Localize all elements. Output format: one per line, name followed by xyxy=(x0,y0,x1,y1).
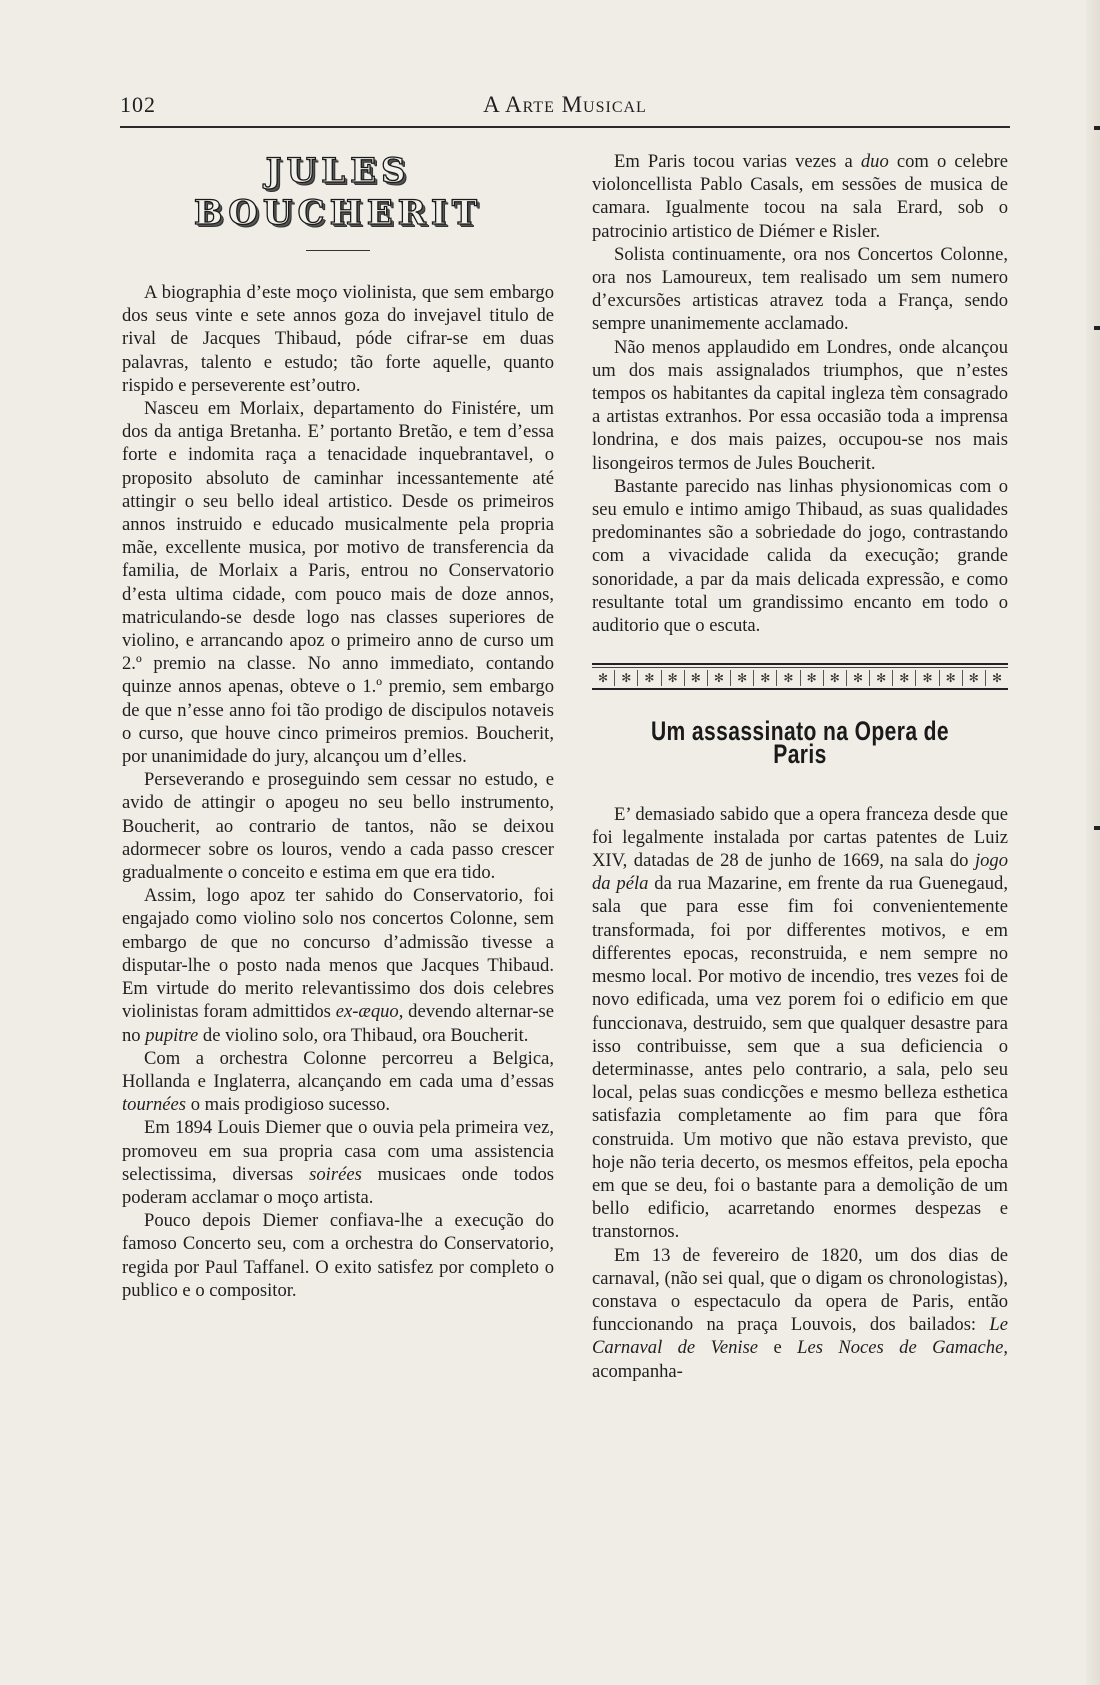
text: Com a orchestra Colonne percorreu a Belgica, Hollanda e Inglaterra, alcançando em cada uma d’essas xyxy=(122,1047,554,1092)
italic-text: soirées xyxy=(309,1163,362,1185)
text: o mais prodigioso sucesso. xyxy=(186,1094,391,1116)
text: Em Paris tocou varias vezes a xyxy=(614,151,861,172)
asterisk-icon: ✻ xyxy=(708,670,731,686)
asterisk-icon: ✻ xyxy=(801,670,824,686)
text: com o celebre violoncellista Pablo Casals, em sessões de musica de camara. Igualmente tocou na sala Erard, sob o patrocinio artistico de Diémer e Risler. xyxy=(592,151,1008,242)
left-column xyxy=(122,150,554,1302)
italic-text: ex-æquo xyxy=(335,1001,399,1023)
paragraph: Solista continuamente, ora nos Concertos Colonne, ora nos Lamoureux, tem realisado um sem numero d’excursões artisticas atravez toda a França, sendo sempre unanimemente acclamado. xyxy=(592,243,1008,335)
page-header xyxy=(120,92,1010,122)
divider-rule xyxy=(592,663,1008,665)
paragraph: Nasceu em Morlaix, departamento do Finistére, um dos da antiga Bretanha. E’ portanto Bretão, e tem d’essa forte e indomita raça a tenacidade inquebrantavel, o proposito absoluto de caminhar incessantemente até attingir o seu bello ideal artistico. Desde os primeiros annos instruido e educado musicalmente pela propria mãe, excellente musica, por motivo de transferencia da familia, de Morlaix a Paris, entrou no Conservatorio d’esta ultima cidade, com pouco mais de doze annos, matriculando-se desde logo nas classes superiores de violino, e arrancando apoz o primeiro anno de curso um 2.º premio na classe. No anno immediato, contando quinze annos apenas, obteve o 1.º premio, sem embargo de que n’esse anno foi tão prodigo de discipulos notaveis o curso, que houve cinco primeiros premios. Boucherit, por unanimidade do jury, alcançou um d’elles. xyxy=(122,398,554,768)
asterisk-icon: ✻ xyxy=(991,671,1003,686)
text: de violino solo, ora Thibaud, ora Boucherit. xyxy=(198,1024,529,1046)
asterisk-icon: ✻ xyxy=(662,670,685,686)
article-title-jules-boucherit: JULES BOUCHERIT xyxy=(193,151,483,233)
text: musicaes onde todos poderam acclamar o moço artista. xyxy=(122,1163,554,1208)
article-title-assassinato: Um assassinato na Opera de Paris xyxy=(650,716,950,770)
italic-text: duo xyxy=(860,151,889,172)
text: Em 13 de fevereiro de 1820, um dos dias de carnaval, (não sei qual, que o digam os chronologistas), constava o espectaculo da opera de Paris, então funccionando na praça Louvois, dos bailados: xyxy=(592,1244,1008,1336)
running-title: A Arte Musical xyxy=(483,92,647,117)
paragraph xyxy=(592,803,1008,1244)
text: e xyxy=(758,1337,798,1359)
italic-text: pupitre xyxy=(145,1024,199,1046)
text: E’ demasiado sabido que a opera franceza desde que foi legalmente instalada por cartas patentes de Luiz XIV, datadas de 28 de junho de 1669, na sala do xyxy=(592,803,1008,872)
italic-text: tournées xyxy=(122,1094,187,1116)
text: Em 1894 Louis Diemer que o ouvia pela primeira vez, promoveu em sua propria casa com uma assistencia selectissima, diversas xyxy=(122,1117,554,1185)
paragraph xyxy=(122,1047,554,1117)
paragraph: Bastante parecido nas linhas physionomicas com o seu emulo e intimo amigo Thibaud, as suas qualidades predominantes são a sobriedade do jogo, contrastando com a vivacidade calida da execução; grande sonoridade, a par da mais delicada expressão, e como resultante total um grandissimo encanto em todo o auditorio que o escuta. xyxy=(592,475,1008,637)
page-number: 102 xyxy=(120,92,156,117)
ornamental-divider xyxy=(592,663,1008,690)
text: da rua Mazarine, em frente da rua Guenegaud, sala que para esse fim foi convenientemente transformada, foi por differentes motivos, e em differentes epocas, reconstruida, e nem sempre no mesmo local. Por motivo de incendio, tres vezes foi de novo edificada, uma vez porem foi o edificio em que funccionava, destruido, sem que qualquer desastre para isso contribuisse, sem que a sua deficiencia o determinasse, antes pelo contrario, a sala, pelo seu local, pelas suas condicções e mesmo belleza esthetica satisfazia completamente ao fim para que fôra construida. Um motivo que não estava previsto, que hoje não teria decerto, os mesmos effeitos, pela epocha em que se deu, foi o bastante para a demolição de um bello edificio, acarretando enormes despezas e transtornos. xyxy=(592,873,1008,1243)
italic-text: Les Noces de Gamache xyxy=(797,1337,1004,1359)
asterisk-icon: ✻ xyxy=(963,670,986,686)
italic-text: jogo da péla xyxy=(592,850,1008,895)
asterisk-icon: ✻ xyxy=(847,670,870,686)
text: , acompanha- xyxy=(592,1337,1008,1382)
edge-mark xyxy=(1094,326,1100,330)
asterisk-icon: ✻ xyxy=(870,670,893,686)
asterisk-icon: ✻ xyxy=(731,670,754,686)
asterisk-icon: ✻ xyxy=(824,670,847,686)
header-rule xyxy=(120,126,1010,128)
paragraph: Perseverando e proseguindo sem cessar no estudo, e avido de attingir o apogeu no seu bello instrumento, Boucherit, ao contrario de tantos, não se deixou adormecer sobre os louros, vendo a cada passo crescer gradualmente o conceito e estima em que era tido. xyxy=(122,769,554,884)
asterisk-icon: ✻ xyxy=(777,670,800,686)
title-rule xyxy=(306,250,370,251)
divider-rule xyxy=(592,688,1008,690)
paragraph: Pouco depois Diemer confiava-lhe a execução do famoso Concerto seu, com a orchestra do Conservatorio, regida por Paul Taffanel. O exito satisfez por completo o publico e o compositor. xyxy=(122,1210,554,1301)
asterisk-icon: ✻ xyxy=(893,670,916,686)
paragraph xyxy=(592,1244,1008,1383)
asterisk-icon: ✻ xyxy=(638,670,661,686)
text: , devendo alternar-se no xyxy=(122,1001,555,1046)
italic-text: Le Carnaval de Venise xyxy=(592,1314,1008,1359)
paragraph xyxy=(122,884,554,1046)
paragraph: Não menos applaudido em Londres, onde alcançou um dos mais assignalados triumphos, que n’estes tempos os habitantes da capital ingleza tèm consagrado a artistas extranhos. Por essa occasião toda a imprensa londrina, e dos mais paizes, occupou-se nos mais lisongeiros termos de Jules Boucherit. xyxy=(592,336,1008,474)
edge-mark xyxy=(1094,126,1100,130)
right-column xyxy=(592,150,1008,1383)
asterisk-icon: ✻ xyxy=(754,670,777,686)
text: Assim, logo apoz ter sahido do Conservatorio, foi engajado como violino solo nos concertos Colonne, sem embargo de que no concurso d’admissão tivesse a disputar-lhe o posto nada menos que Jacques Thibaud. Em virtude do merito relevantissimo dos dois celebres violinistas foram admittidos xyxy=(122,885,554,1023)
asterisk-icon: ✻ xyxy=(685,670,708,686)
asterisk-row xyxy=(592,668,1008,688)
asterisk-icon: ✻ xyxy=(592,670,615,686)
paragraph xyxy=(122,1116,554,1209)
paragraph: A biographia d’este moço violinista, que sem embargo dos seus vinte e sete annos goza do invejavel titulo de rival de Jacques Thibaud, póde cifrar-se em duas palavras, talento e estudo; tão forte aquelle, quanto rispido e perseverente est’outro. xyxy=(122,282,554,396)
asterisk-icon: ✻ xyxy=(615,670,638,686)
page-edge xyxy=(1086,0,1100,1685)
asterisk-icon: ✻ xyxy=(940,670,963,686)
asterisk-icon: ✻ xyxy=(916,670,939,686)
edge-mark xyxy=(1094,826,1100,830)
paragraph xyxy=(592,150,1008,243)
